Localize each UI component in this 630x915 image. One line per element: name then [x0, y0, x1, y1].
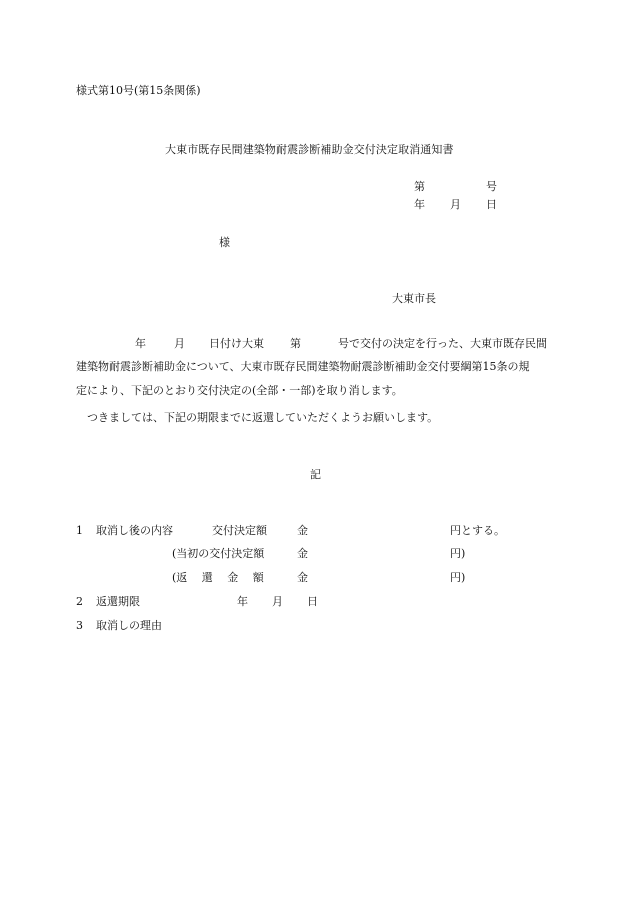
item-1-original-currency: 金 [297, 547, 308, 560]
item-1-refund-currency: 金 [297, 571, 308, 584]
item-2-number: 2 [76, 595, 83, 608]
item-1-number: 1 [76, 524, 83, 537]
date-day: 日 [486, 198, 497, 211]
item-1-refund-label: (返 還 金 額 [172, 571, 264, 584]
body-line-1-year: 年 [135, 337, 146, 350]
item-1-currency: 金 [297, 524, 308, 537]
body-line-1-day-prefix: 日付け大東 [209, 337, 264, 350]
item-2-month: 月 [272, 595, 283, 608]
item-1-suffix: 円とする。 [450, 524, 505, 537]
document-number-suffix: 号 [486, 180, 497, 193]
document-number-prefix: 第 [414, 180, 425, 193]
item-1-original-label: (当初の交付決定額 [172, 547, 265, 560]
date-month: 月 [450, 198, 461, 211]
body-line-2: 建築物耐震診断補助金について、大東市既存民間建築物耐震診断補助金交付要綱第15条の規 [76, 360, 530, 373]
document-date-row [414, 198, 498, 268]
item-3-row [76, 619, 576, 675]
item-3-label: 取消しの理由 [96, 619, 162, 632]
item-1-original-suffix: 円) [450, 547, 466, 560]
body-line-1-rest: 号で交付の決定を行った、大東市既存民間 [338, 337, 547, 350]
body-line-3: 定により、下記のとおり交付決定の(全部・一部)を取り消します。 [76, 384, 403, 397]
ki-heading: 記 [310, 468, 321, 481]
addressee-honorific: 様 [219, 236, 230, 249]
date-year: 年 [414, 198, 425, 211]
item-2-year: 年 [237, 595, 248, 608]
body-line-1-number-prefix: 第 [290, 337, 301, 350]
body-line-4: つきましては、下記の期限までに返還していただくようお願いします。 [76, 411, 439, 424]
item-2-day: 日 [307, 595, 318, 608]
item-3-number: 3 [76, 619, 83, 632]
item-1-label: 取消し後の内容 [96, 524, 173, 537]
document-title: 大東市既存民間建築物耐震診断補助金交付決定取消通知書 [165, 143, 454, 156]
body-line-1-month: 月 [174, 337, 185, 350]
issuer-name: 大東市長 [392, 292, 436, 305]
item-1-sub-label: 交付決定額 [212, 524, 267, 537]
item-2-label: 返還期限 [96, 595, 140, 608]
form-number: 様式第10号(第15条関係) [76, 84, 201, 97]
item-1-refund-suffix: 円) [450, 571, 466, 584]
